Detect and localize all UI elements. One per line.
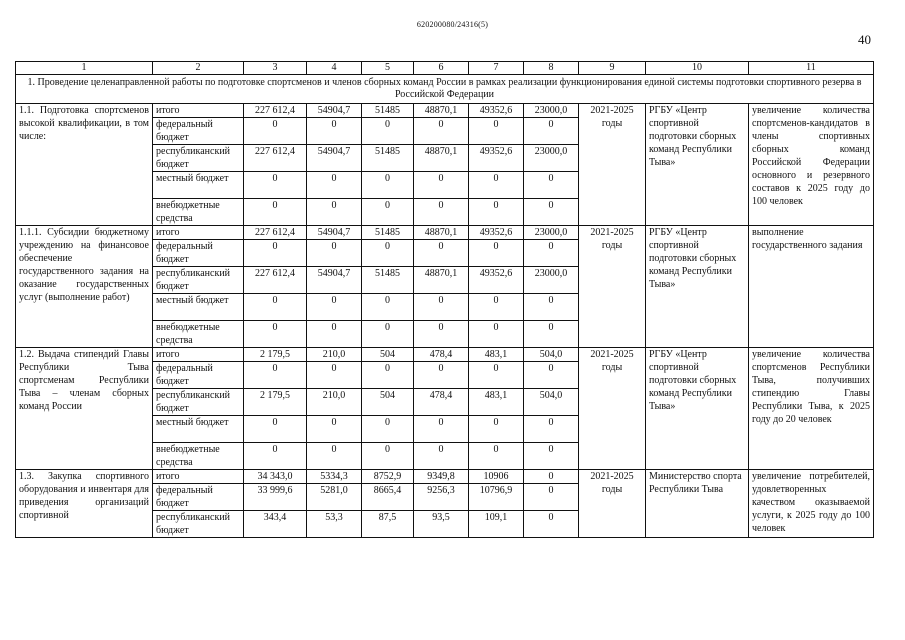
value-cell: 0	[524, 172, 579, 199]
value-cell: 0	[244, 443, 307, 470]
value-cell: 9349,8	[414, 470, 469, 484]
value-cell: 504,0	[524, 389, 579, 416]
value-cell: 0	[469, 240, 524, 267]
funding-source-label: внебюджетные средства	[153, 443, 244, 470]
value-cell: 9256,3	[414, 484, 469, 511]
column-number: 4	[307, 62, 362, 75]
value-cell: 54904,7	[307, 267, 362, 294]
value-cell: 0	[244, 199, 307, 226]
value-cell: 51485	[362, 226, 414, 240]
value-cell: 10906	[469, 470, 524, 484]
value-cell: 0	[307, 416, 362, 443]
funding-source-label: итого	[153, 226, 244, 240]
result-cell: увеличение количества спортсменов Республики Тыва, получивших стипендию Главы Республики Тыва, к 2025 году до 20 человек	[749, 348, 874, 470]
value-cell: 49352,6	[469, 267, 524, 294]
funding-source-label: федеральный бюджет	[153, 362, 244, 389]
value-cell: 109,1	[469, 511, 524, 538]
column-number: 2	[153, 62, 244, 75]
value-cell: 0	[469, 118, 524, 145]
value-cell: 0	[524, 443, 579, 470]
result-cell: увеличение количества спортсменов-кандидатов в члены спортивных сборных команд Российской Федерации основного и резервного составов к 2025 году до 100 человек	[749, 104, 874, 226]
value-cell: 0	[469, 443, 524, 470]
value-cell: 0	[362, 443, 414, 470]
funding-source-label: итого	[153, 348, 244, 362]
executor-cell: РГБУ «Центр спортивной подготовки сборных команд Республики Тыва»	[646, 104, 749, 226]
value-cell: 0	[362, 294, 414, 321]
value-cell: 0	[362, 416, 414, 443]
activity-name: 1.2. Выдача стипендий Главы Республики Тыва спортсменам Республики Тыва – членам сборных команд России	[16, 348, 153, 470]
value-cell: 53,3	[307, 511, 362, 538]
value-cell: 0	[307, 240, 362, 267]
value-cell: 8665,4	[362, 484, 414, 511]
value-cell: 2 179,5	[244, 389, 307, 416]
value-cell: 0	[414, 172, 469, 199]
value-cell: 0	[469, 199, 524, 226]
value-cell: 54904,7	[307, 104, 362, 118]
value-cell: 0	[244, 416, 307, 443]
value-cell: 49352,6	[469, 145, 524, 172]
value-cell: 0	[244, 172, 307, 199]
value-cell: 0	[524, 470, 579, 484]
value-cell: 0	[244, 321, 307, 348]
value-cell: 0	[244, 362, 307, 389]
value-cell: 33 999,6	[244, 484, 307, 511]
value-cell: 227 612,4	[244, 104, 307, 118]
value-cell: 0	[469, 294, 524, 321]
value-cell: 0	[414, 321, 469, 348]
value-cell: 227 612,4	[244, 226, 307, 240]
value-cell: 0	[244, 240, 307, 267]
funding-source-label: республиканский бюджет	[153, 145, 244, 172]
value-cell: 0	[469, 416, 524, 443]
value-cell: 87,5	[362, 511, 414, 538]
column-number: 11	[749, 62, 874, 75]
value-cell: 227 612,4	[244, 267, 307, 294]
value-cell: 0	[524, 199, 579, 226]
funding-source-label: федеральный бюджет	[153, 484, 244, 511]
column-number: 5	[362, 62, 414, 75]
funding-source-label: местный бюджет	[153, 172, 244, 199]
funding-source-label: местный бюджет	[153, 416, 244, 443]
value-cell: 0	[524, 118, 579, 145]
value-cell: 0	[362, 172, 414, 199]
value-cell: 0	[244, 294, 307, 321]
result-cell: увеличение потребителей, удовлетворенных качеством оказываемой услуги, к 2025 году до 100 человек	[749, 470, 874, 538]
program-activities-table	[15, 61, 874, 538]
value-cell: 0	[362, 240, 414, 267]
funding-source-label: внебюджетные средства	[153, 199, 244, 226]
column-number: 9	[579, 62, 646, 75]
funding-source-label: республиканский бюджет	[153, 389, 244, 416]
value-cell: 51485	[362, 145, 414, 172]
value-cell: 51485	[362, 104, 414, 118]
value-cell: 0	[524, 484, 579, 511]
activity-name: 1.3. Закупка спортивного оборудования и инвентаря для приведения организаций спортивной	[16, 470, 153, 538]
activity-name: 1.1.1. Субсидии бюджетному учреждению на финансовое обеспечение государственного задания на оказание государственных услуг (выполнение работ)	[16, 226, 153, 348]
value-cell: 48870,1	[414, 104, 469, 118]
value-cell: 0	[362, 118, 414, 145]
funding-source-label: федеральный бюджет	[153, 118, 244, 145]
value-cell: 483,1	[469, 389, 524, 416]
value-cell: 0	[524, 362, 579, 389]
section-header-row	[16, 75, 874, 104]
value-cell: 343,4	[244, 511, 307, 538]
value-cell: 0	[307, 362, 362, 389]
value-cell: 93,5	[414, 511, 469, 538]
value-cell: 54904,7	[307, 226, 362, 240]
value-cell: 0	[362, 362, 414, 389]
value-cell: 0	[244, 118, 307, 145]
funding-source-label: республиканский бюджет	[153, 511, 244, 538]
value-cell: 478,4	[414, 389, 469, 416]
value-cell: 23000,0	[524, 226, 579, 240]
funding-source-label: местный бюджет	[153, 294, 244, 321]
value-cell: 210,0	[307, 348, 362, 362]
table-row	[16, 104, 874, 118]
column-number: 8	[524, 62, 579, 75]
table-row	[16, 470, 874, 484]
value-cell: 0	[414, 240, 469, 267]
value-cell: 5334,3	[307, 470, 362, 484]
column-number: 3	[244, 62, 307, 75]
value-cell: 34 343,0	[244, 470, 307, 484]
funding-source-label: итого	[153, 470, 244, 484]
value-cell: 0	[414, 294, 469, 321]
column-number: 6	[414, 62, 469, 75]
value-cell: 23000,0	[524, 267, 579, 294]
value-cell: 478,4	[414, 348, 469, 362]
value-cell: 483,1	[469, 348, 524, 362]
value-cell: 0	[524, 416, 579, 443]
value-cell: 0	[307, 321, 362, 348]
document-id: 620200080/24316(5)	[416, 20, 489, 29]
value-cell: 0	[307, 172, 362, 199]
value-cell: 51485	[362, 267, 414, 294]
result-cell: выполнение государственного задания	[749, 226, 874, 348]
period-cell: 2021-2025 годы	[579, 348, 646, 470]
value-cell: 0	[307, 118, 362, 145]
value-cell: 48870,1	[414, 226, 469, 240]
value-cell: 0	[362, 199, 414, 226]
column-number: 7	[469, 62, 524, 75]
executor-cell: РГБУ «Центр спортивной подготовки сборных команд Республики Тыва»	[646, 226, 749, 348]
value-cell: 0	[414, 199, 469, 226]
funding-source-label: итого	[153, 104, 244, 118]
value-cell: 0	[307, 294, 362, 321]
period-cell: 2021-2025 годы	[579, 104, 646, 226]
value-cell: 0	[524, 240, 579, 267]
value-cell: 0	[362, 321, 414, 348]
value-cell: 54904,7	[307, 145, 362, 172]
value-cell: 0	[307, 443, 362, 470]
executor-cell: РГБУ «Центр спортивной подготовки сборных команд Республики Тыва»	[646, 348, 749, 470]
value-cell: 48870,1	[414, 145, 469, 172]
value-cell: 23000,0	[524, 145, 579, 172]
value-cell: 2 179,5	[244, 348, 307, 362]
table-row	[16, 226, 874, 240]
value-cell: 5281,0	[307, 484, 362, 511]
section-title: 1. Проведение целенаправленной работы по подготовке спортсменов и членов сборных команд России в рамках реализации функционирования единой системы подготовки спортивного резерва в Российской Федерации	[16, 75, 874, 104]
value-cell: 49352,6	[469, 226, 524, 240]
column-number: 10	[646, 62, 749, 75]
value-cell: 48870,1	[414, 267, 469, 294]
value-cell: 504,0	[524, 348, 579, 362]
funding-source-label: республиканский бюджет	[153, 267, 244, 294]
value-cell: 10796,9	[469, 484, 524, 511]
page-number: 40	[858, 32, 871, 47]
value-cell: 0	[414, 416, 469, 443]
value-cell: 0	[469, 321, 524, 348]
value-cell: 0	[469, 362, 524, 389]
value-cell: 0	[524, 511, 579, 538]
activity-name: 1.1. Подготовка спортсменов высокой квалификации, в том числе:	[16, 104, 153, 226]
value-cell: 504	[362, 348, 414, 362]
value-cell: 0	[414, 362, 469, 389]
value-cell: 227 612,4	[244, 145, 307, 172]
period-cell: 2021-2025 годы	[579, 226, 646, 348]
value-cell: 23000,0	[524, 104, 579, 118]
value-cell: 0	[414, 443, 469, 470]
funding-source-label: внебюджетные средства	[153, 321, 244, 348]
value-cell: 0	[414, 118, 469, 145]
value-cell: 0	[524, 294, 579, 321]
value-cell: 210,0	[307, 389, 362, 416]
column-number: 1	[16, 62, 153, 75]
executor-cell: Министерство спорта Республики Тыва	[646, 470, 749, 538]
column-numbers-row	[16, 62, 874, 75]
value-cell: 504	[362, 389, 414, 416]
value-cell: 0	[469, 172, 524, 199]
value-cell: 0	[524, 321, 579, 348]
funding-source-label: федеральный бюджет	[153, 240, 244, 267]
value-cell: 0	[307, 199, 362, 226]
value-cell: 49352,6	[469, 104, 524, 118]
table-row	[16, 348, 874, 362]
period-cell: 2021-2025 годы	[579, 470, 646, 538]
value-cell: 8752,9	[362, 470, 414, 484]
